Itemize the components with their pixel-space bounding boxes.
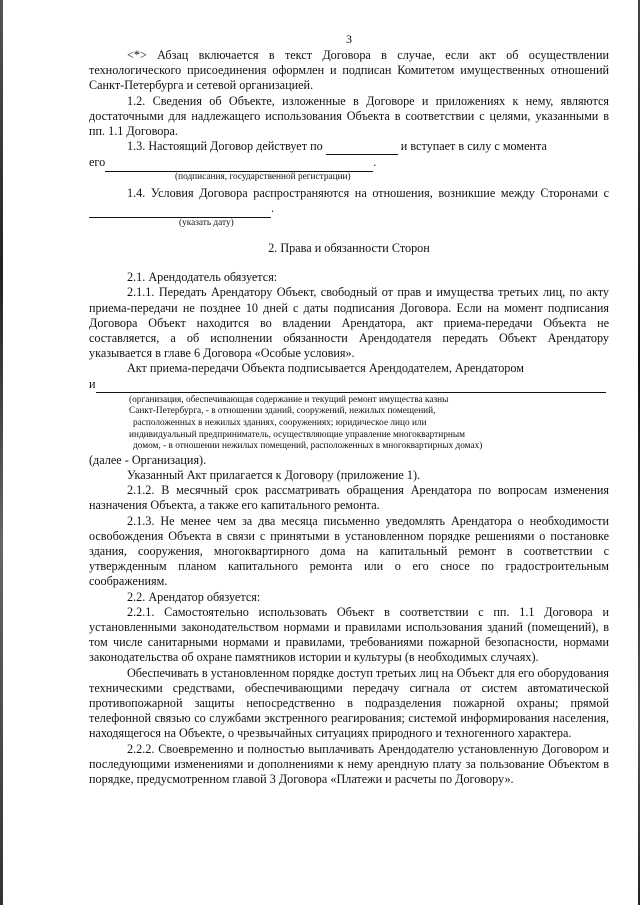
- organization-blank: [96, 377, 606, 393]
- organization-caption-line: индивидуальный предприниматель, осуществляющие управление многоквартирным: [129, 429, 465, 440]
- clause-1-4-end: .: [271, 201, 275, 216]
- organization-caption-line: домом, - в отношении нежилых помещений, расположенных в многоквартирных домах): [133, 441, 483, 452]
- clause-2-2-2: 2.2.2. Своевременно и полностью выплачивать Арендодателю установленную Договором и последующими изменениями и дополнениями к нему арендную плату за пользование Объектом в порядке, предусмотренном главой 3 Договора «Платежи и расчеты по Договору».: [89, 741, 609, 787]
- clause-1-3-mid: и вступает в силу с момента: [400, 139, 547, 154]
- page-number: 3: [346, 32, 352, 46]
- clause-2-2-1: 2.2.1. Самостоятельно использовать Объект в соответствии с пп. 1.1 Договора и установленными законодательством нормами и правилами использования зданий (помещений), в том числе санитарными нормами и правилами, требованиями пожарной безопасности, нормами законодательства об охране памятников истории и культуры (в необходимых случаях).: [89, 604, 609, 665]
- clause-1-3-line2: [89, 155, 609, 171]
- organization-caption-line: расположенных в нежилых зданиях, сооружениях; юридическое лицо или: [133, 418, 427, 429]
- access-paragraph: Обеспечивать в установленном порядке доступ третьих лиц на Объект для его оборудования техническими средствами, обеспечивающими передачу сигнала от систем автоматической противопожарной защиты непосредственно в подразделения пожарной охраны; прямой телефонной связью со службами экстренного реагирования; системой информирования населения, находящегося на Объекте, о чрезвычайных ситуациях природного и техногенного характера.: [89, 665, 609, 741]
- date-blank: [89, 201, 271, 217]
- clause-1-3-end: .: [373, 155, 377, 170]
- organization-caption-line: Санкт-Петербурга, - в отношении зданий, сооружений, нежилых помещений,: [129, 406, 436, 417]
- scan-edge-left: [0, 0, 3, 905]
- clause-1-4: [89, 186, 609, 217]
- clause-1-3-his: его: [89, 155, 106, 170]
- clause-2-1-1: 2.1.1. Передать Арендатору Объект, свободный от прав и имущества третьих лиц, по акту приема-передачи не позднее 10 дней с даты подписания Договора. Если на момент подписания Договора Объект находится во владении Арендатора, акт приема-передачи Объекта не составляется, а об исполнении обязанности Арендодателя передать Объект Арендатору указывается в главе 6 Договора «Особые условия».: [89, 285, 609, 361]
- registration-caption: (подписания, государственной регистрации): [175, 171, 351, 182]
- registration-blank: [105, 155, 373, 171]
- footnote-paragraph: <*> Абзац включается в текст Договора в случае, если акт об осуществлении технологического присоединения оформлен и подписан Комитетом имущественных отношений Санкт-Петербурга и сетевой организацией.: [89, 48, 609, 93]
- clause-1-3: [89, 139, 609, 155]
- clause-2-1-2: 2.1.2. В месячный срок рассматривать обращения Арендатора по вопросам изменения назначения Объекта, а также его капитального ремонта.: [89, 483, 609, 513]
- organization-note: (далее - Организация).: [89, 452, 207, 467]
- clause-1-2: 1.2. Сведения об Объекте, изложенные в Договоре и приложениях к нему, являются достаточными для надлежащего использования Объекта в соответствии с целями, указанными в пп. 1.1 Договора.: [89, 93, 609, 139]
- clause-2-1-3: 2.1.3. Не менее чем за два месяца письменно уведомлять Арендатора о необходимости освобождения Объекта в связи с принятыми в установленном порядке решениями о постановке здания, сооружения, многоквартирного дома на капитальный ремонт в соответствии с утвержденным планом капитального ремонта или о его сносе по градостроительным соображениям.: [89, 513, 609, 589]
- act-attached: Указанный Акт прилагается к Договору (приложение 1).: [127, 468, 421, 483]
- date-caption: (указать дату): [179, 217, 234, 228]
- clause-2-2: 2.2. Арендатор обязуется:: [127, 589, 261, 604]
- act-line2: [89, 377, 609, 393]
- clause-1-4-text: 1.4. Условия Договора распространяются на отношения, возникшие между Сторонами с: [127, 186, 609, 201]
- organization-caption-line: (организация, обеспечивающая содержание и текущий ремонт имущества казны: [129, 394, 449, 405]
- organization-caption: [89, 395, 609, 453]
- act-and: и: [89, 376, 96, 391]
- clause-2-1: 2.1. Арендодатель обязуется:: [127, 270, 278, 285]
- term-blank: [326, 139, 398, 155]
- act-paragraph: Акт приема-передачи Объекта подписывается Арендодателем, Арендатором: [127, 361, 524, 376]
- section-2-title: 2. Права и обязанности Сторон: [268, 241, 430, 256]
- clause-1-3-start: 1.3. Настоящий Договор действует по: [127, 139, 323, 154]
- document-page: [89, 32, 609, 787]
